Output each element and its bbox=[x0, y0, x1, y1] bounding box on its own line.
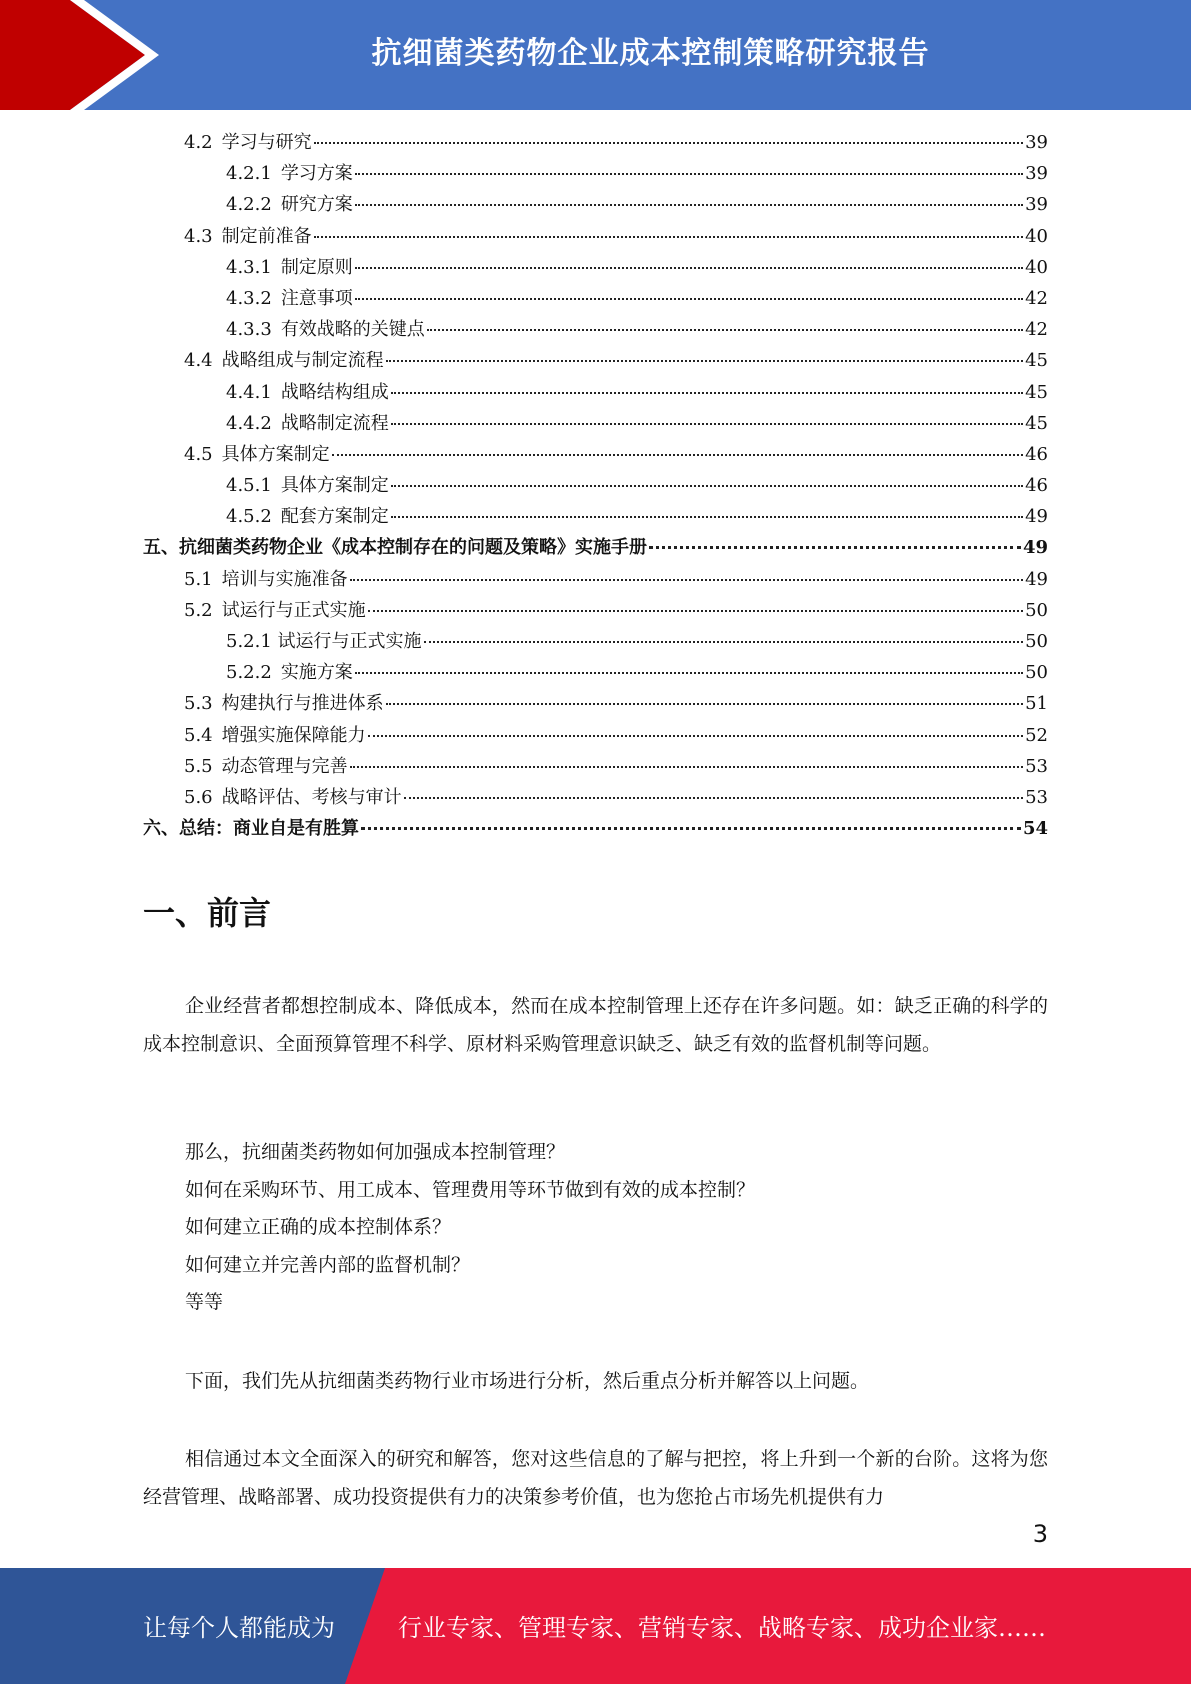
toc-dot-leader bbox=[391, 485, 1023, 487]
toc-entry-page: 42 bbox=[1025, 287, 1048, 309]
toc-entry-page: 49 bbox=[1025, 506, 1048, 528]
toc-entry-title: 具体方案制定 bbox=[221, 443, 330, 465]
toc-entry-title: 五、抗细菌类药物企业《成本控制存在的问题及策略》实施手册 bbox=[143, 537, 647, 559]
toc-dot-leader bbox=[350, 766, 1023, 768]
toc-entry-page: 46 bbox=[1025, 443, 1048, 465]
toc-entry-number: 4.3.3 bbox=[226, 319, 272, 341]
toc-dot-leader bbox=[391, 392, 1023, 394]
toc-entry-page: 39 bbox=[1025, 194, 1048, 216]
toc-dot-leader bbox=[361, 827, 1021, 830]
toc-entry[interactable] bbox=[143, 471, 1048, 502]
toc-entry-number: 4.2 bbox=[184, 132, 213, 153]
toc-entry-title: 战略组成与制定流程 bbox=[221, 350, 384, 372]
toc-entry-page: 40 bbox=[1025, 225, 1048, 247]
toc-entry[interactable] bbox=[143, 159, 1048, 190]
toc-entry[interactable] bbox=[143, 378, 1048, 409]
toc-entry-page: 50 bbox=[1025, 599, 1048, 621]
toc-dot-leader bbox=[386, 703, 1023, 705]
toc-entry-page: 39 bbox=[1025, 132, 1048, 153]
toc-dot-leader bbox=[314, 142, 1023, 144]
question-item: 等等 bbox=[185, 1291, 224, 1313]
toc-entry-number: 4.4.1 bbox=[226, 381, 272, 403]
toc-entry-page: 54 bbox=[1022, 818, 1048, 840]
page-number: 3 bbox=[1032, 1520, 1048, 1548]
toc-entry[interactable] bbox=[143, 752, 1048, 783]
toc-entry[interactable] bbox=[143, 222, 1048, 253]
toc-entry-number: 5.1 bbox=[184, 568, 213, 590]
report-title: 抗细菌类药物企业成本控制策略研究报告 bbox=[371, 36, 930, 71]
toc-dot-leader bbox=[386, 360, 1023, 362]
question-item: 如何建立并完善内部的监督机制？ bbox=[185, 1253, 471, 1276]
question-item: 那么，抗细菌类药物如何加强成本控制管理？ bbox=[185, 1141, 566, 1163]
toc-entry-number: 4.5.1 bbox=[226, 475, 272, 497]
toc-dot-leader bbox=[355, 267, 1023, 269]
toc-entry-number: 4.5.2 bbox=[226, 506, 272, 528]
toc-entry[interactable] bbox=[143, 502, 1048, 533]
toc-entry-page: 49 bbox=[1025, 568, 1048, 590]
toc-dot-leader bbox=[368, 735, 1023, 737]
toc-dot-leader bbox=[355, 173, 1023, 175]
toc-dot-leader bbox=[424, 641, 1024, 643]
toc-entry-number: 4.3.2 bbox=[226, 287, 272, 309]
toc-entry-page: 45 bbox=[1025, 381, 1048, 403]
page-header bbox=[0, 0, 1191, 110]
toc-entry-page: 53 bbox=[1025, 786, 1048, 808]
toc-entry-title: 有效战略的关键点 bbox=[280, 319, 425, 341]
toc-dot-leader bbox=[391, 516, 1023, 518]
toc-entry[interactable] bbox=[143, 315, 1048, 346]
toc-entry[interactable] bbox=[143, 814, 1048, 845]
toc-entry-title: 5.2.1 试运行与正式实施 bbox=[226, 631, 422, 652]
closing-paragraph: 相信通过本文全面深入的研究和解答，您对这些信息的了解与把控，将上升到一个新的台阶。这将为您经营管理、战略部署、成功投资提供有力的决策参考价值，也为您抢占市场先机提供有力 bbox=[143, 1448, 1048, 1508]
toc-dot-leader bbox=[350, 579, 1023, 581]
toc-entry-number: 4.3 bbox=[184, 225, 213, 247]
toc-entry-number: 5.5 bbox=[184, 755, 213, 777]
toc-entry-number: 5.2 bbox=[184, 599, 213, 621]
toc-entry-page: 52 bbox=[1025, 724, 1048, 746]
toc-entry[interactable] bbox=[143, 346, 1048, 377]
section-heading: 一、前言 bbox=[143, 894, 272, 932]
toc-entry-number: 5.4 bbox=[184, 724, 213, 746]
toc-dot-leader bbox=[368, 610, 1023, 612]
toc-dot-leader bbox=[427, 329, 1023, 331]
toc-entry-page: 46 bbox=[1025, 475, 1048, 497]
toc-entry-title: 战略结构组成 bbox=[280, 381, 389, 403]
toc-entry-number: 4.3.1 bbox=[226, 256, 272, 278]
toc-dot-leader bbox=[314, 236, 1023, 238]
toc-entry-title: 培训与实施准备 bbox=[221, 568, 348, 590]
toc-entry-number: 4.5 bbox=[184, 443, 213, 465]
toc-entry-page: 39 bbox=[1025, 163, 1048, 185]
toc-entry-page: 45 bbox=[1025, 412, 1048, 434]
toc-entry[interactable] bbox=[143, 190, 1048, 221]
toc-entry-title: 学习与研究 bbox=[221, 132, 312, 153]
page-footer bbox=[0, 1568, 1191, 1684]
toc-entry[interactable] bbox=[143, 284, 1048, 315]
toc-entry-title: 实施方案 bbox=[280, 662, 353, 684]
toc-entry[interactable] bbox=[143, 440, 1048, 471]
toc-entry-title: 试运行与正式实施 bbox=[221, 599, 366, 621]
toc-entry-number: 4.2.2 bbox=[226, 194, 272, 216]
toc-entry-number: 4.4 bbox=[184, 350, 213, 372]
toc-entry-title: 战略制定流程 bbox=[280, 412, 389, 434]
question-item: 如何建立正确的成本控制体系？ bbox=[185, 1216, 452, 1238]
toc-entry[interactable] bbox=[143, 596, 1048, 627]
toc-entry[interactable] bbox=[143, 627, 1048, 658]
toc-dot-leader bbox=[391, 423, 1023, 425]
toc-entry-page: 50 bbox=[1025, 631, 1048, 652]
toc-entry-page: 40 bbox=[1025, 256, 1048, 278]
footer-slogan-left: 让每个人都能成为 bbox=[143, 1614, 335, 1642]
toc-entry-page: 50 bbox=[1025, 662, 1048, 684]
toc-entry-number: 5.2.2 bbox=[226, 662, 272, 684]
toc-entry-title: 配套方案制定 bbox=[280, 506, 389, 528]
toc-entry[interactable] bbox=[143, 533, 1048, 564]
footer-slogan-right: 行业专家、管理专家、营销专家、战略专家、成功企业家…… bbox=[398, 1614, 1046, 1642]
toc-entry-number: 4.4.2 bbox=[226, 412, 272, 434]
toc-entry-title: 战略评估、考核与审计 bbox=[221, 786, 402, 808]
toc-entry[interactable] bbox=[143, 783, 1048, 814]
toc-entry-title: 研究方案 bbox=[280, 194, 353, 216]
table-of-contents bbox=[143, 128, 1048, 845]
toc-entry-title: 注意事项 bbox=[280, 287, 353, 309]
toc-dot-leader bbox=[332, 454, 1023, 456]
toc-entry[interactable] bbox=[143, 409, 1048, 440]
toc-entry-title: 学习方案 bbox=[280, 163, 353, 185]
toc-entry-title: 制定前准备 bbox=[221, 225, 312, 247]
toc-entry-title: 六、总结：商业自是有胜算 bbox=[143, 818, 359, 840]
toc-entry-number: 5.3 bbox=[184, 693, 213, 715]
toc-entry-page: 45 bbox=[1025, 350, 1048, 372]
intro-paragraph: 企业经营者都想控制成本、降低成本，然而在成本控制管理上还存在许多问题。如：缺乏正确的科学的成本控制意识、全面预算管理不科学、原材料采购管理意识缺乏、缺乏有效的监督机制等问题。 bbox=[143, 995, 1048, 1055]
toc-entry[interactable] bbox=[143, 565, 1048, 596]
transition-paragraph: 下面，我们先从抗细菌类药物行业市场进行分析，然后重点分析并解答以上问题。 bbox=[185, 1370, 870, 1392]
toc-entry-title: 增强实施保障能力 bbox=[221, 724, 366, 746]
toc-dot-leader bbox=[404, 797, 1023, 799]
toc-entry-title: 构建执行与推进体系 bbox=[221, 693, 384, 715]
toc-entry-page: 53 bbox=[1025, 755, 1048, 777]
toc-entry-title: 动态管理与完善 bbox=[221, 755, 348, 777]
toc-entry-number: 5.6 bbox=[184, 786, 213, 808]
toc-entry[interactable] bbox=[143, 253, 1048, 284]
question-list bbox=[185, 1134, 755, 1322]
question-item: 如何在采购环节、用工成本、管理费用等环节做到有效的成本控制？ bbox=[185, 1178, 756, 1201]
toc-entry-title: 制定原则 bbox=[280, 256, 353, 278]
toc-dot-leader bbox=[355, 672, 1023, 674]
toc-entry[interactable] bbox=[143, 658, 1048, 689]
toc-entry-page: 42 bbox=[1025, 319, 1048, 341]
toc-dot-leader bbox=[355, 298, 1023, 300]
toc-entry-number: 4.2.1 bbox=[226, 163, 272, 185]
toc-entry-page: 49 bbox=[1022, 537, 1048, 559]
toc-entry[interactable] bbox=[143, 721, 1048, 752]
toc-entry[interactable] bbox=[143, 689, 1048, 720]
toc-entry-page: 51 bbox=[1025, 693, 1048, 715]
toc-dot-leader bbox=[355, 204, 1023, 206]
toc-entry[interactable] bbox=[143, 128, 1048, 159]
toc-entry-title: 具体方案制定 bbox=[280, 475, 389, 497]
toc-dot-leader bbox=[649, 546, 1021, 549]
